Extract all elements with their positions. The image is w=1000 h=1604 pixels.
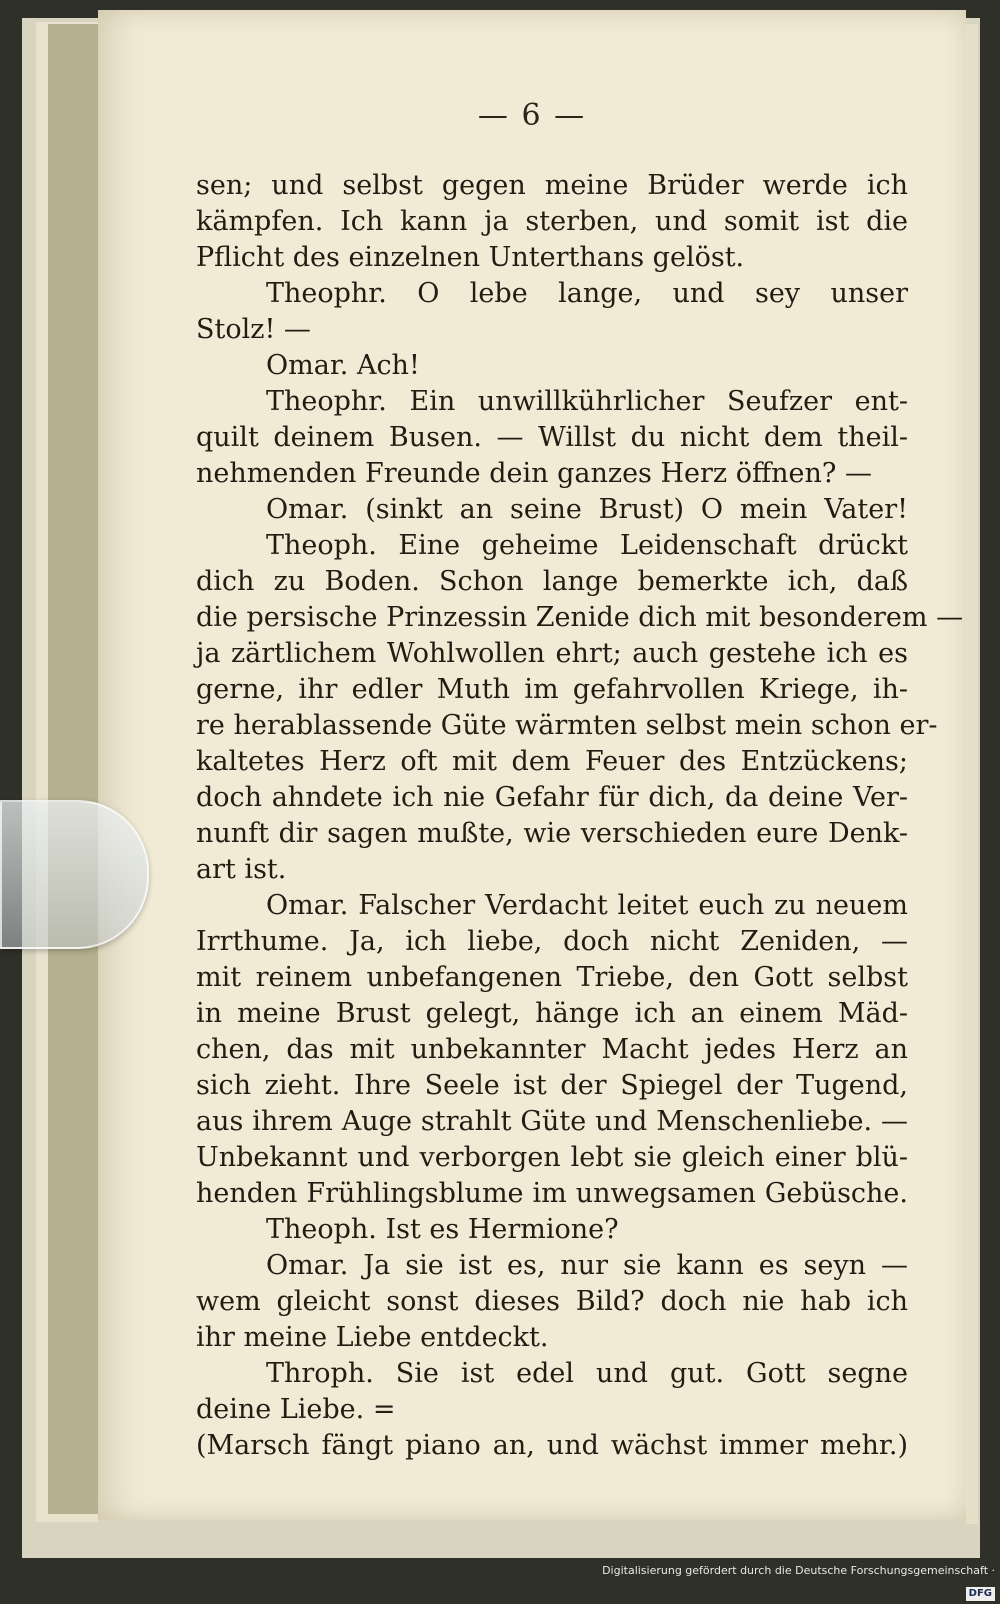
text-line: Omar. Ach! [266,350,420,381]
credit-text: Digitalisierung gefördert durch die Deutsche Forschungsgemeinschaft · [602,1564,995,1577]
digitization-credit [600,1560,995,1599]
book-page [98,10,966,1520]
text-line: die persische Prinzessin Zenide dich mit besonderem — [196,602,964,633]
text-line: Theophr. Ein unwillkührlicher Seufzer ent- [266,386,908,417]
text-line: art ist. [196,854,287,885]
text-line: ja zärtlichem Wohlwollen ehrt; auch gestehe ich es [196,638,908,669]
text-line: Throph. Sie ist edel und gut. Gott segne [266,1358,908,1389]
text-line: Unbekannt und verborgen lebt sie gleich einer blü- [196,1142,908,1173]
text-line: in meine Brust gelegt, hänge ich an einem Mäd- [196,998,908,1029]
text-line: Theoph. Eine geheime Leidenschaft drückt [266,530,908,561]
text-line: nehmenden Freunde dein ganzes Herz öffnen? — [196,458,872,489]
text-line: mit reinem unbefangenen Triebe, den Gott selbst [196,962,908,993]
text-line: doch ahndete ich nie Gefahr für dich, da deine Ver- [196,782,908,813]
text-line: Omar. Ja sie ist es, nur sie kann es seyn — [266,1250,908,1281]
text-line: Irrthume. Ja, ich liebe, doch nicht Zeniden, — [196,926,908,957]
page-clip [0,800,149,949]
text-line: nunft dir sagen mußte, wie verschieden eure Denk- [196,818,908,849]
text-line: Pflicht des einzelnen Unterthans gelöst. [196,242,745,273]
text-line: sich zieht. Ihre Seele ist der Spiegel der Tugend, [196,1070,908,1101]
text-line: quilt deinem Busen. — Willst du nicht dem theil- [196,422,908,453]
page-number: — 6 — [477,98,587,133]
text-line: gerne, ihr edler Muth im gefahrvollen Kriege, ih- [196,674,908,705]
page-stack-edge [966,24,978,1524]
text-line: chen, das mit unbekannter Macht jedes Herz an [196,1034,908,1065]
text-line: ihr meine Liebe entdeckt. [196,1322,549,1353]
text-line: (Marsch fängt piano an, und wächst immer mehr.) [196,1430,908,1461]
text-line: Theoph. Ist es Hermione? [266,1214,619,1245]
text-line: sen; und selbst gegen meine Brüder werde ich [196,170,908,201]
text-line: wem gleicht sonst dieses Bild? doch nie hab ich [196,1286,908,1317]
text-line: aus ihrem Auge strahlt Güte und Menschenliebe. — [196,1106,908,1137]
text-line: kaltetes Herz oft mit dem Feuer des Entzückens; [196,746,908,777]
page-text [196,168,964,1464]
text-line: dich zu Boden. Schon lange bemerkte ich, daß [196,566,908,597]
text-line: kämpfen. Ich kann ja sterben, und somit ist die [196,206,908,237]
text-line: Stolz! — [196,314,311,345]
text-line: Theophr. O lebe lange, und sey unser [266,278,908,309]
text-line: Omar. (sinkt an seine Brust) O mein Vater! [266,494,908,525]
dfg-logo: DFG [966,1587,995,1601]
text-line: henden Frühlingsblume im unwegsamen Gebüsche. [196,1178,908,1209]
text-line: Omar. Falscher Verdacht leitet euch zu neuem [266,890,908,921]
text-line: re herablassende Güte wärmten selbst mein schon er- [196,710,938,741]
text-line: deine Liebe. = [196,1394,396,1425]
